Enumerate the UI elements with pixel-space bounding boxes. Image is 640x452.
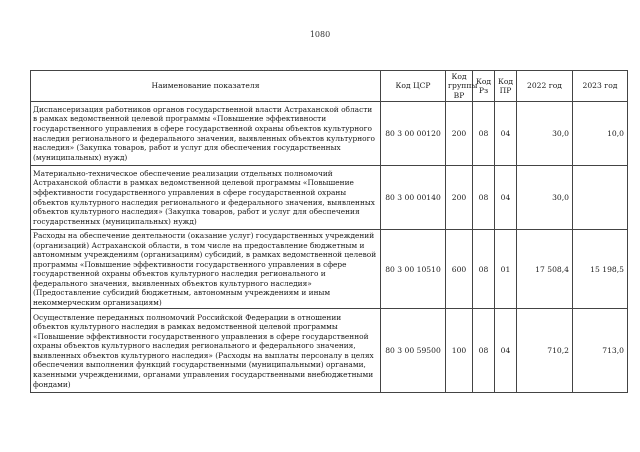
row-pr: 04	[495, 166, 517, 230]
header-csr: Код ЦСР	[381, 71, 446, 102]
header-2023: 2023 год	[573, 71, 628, 102]
table-row	[31, 230, 628, 309]
row-rz: 08	[473, 309, 495, 393]
table-row	[31, 102, 628, 166]
row-2022: 17 508,4	[517, 230, 573, 309]
row-2022: 30,0	[517, 166, 573, 230]
header-pr: Код ПР	[495, 71, 517, 102]
header-vr: Код группы ВР	[446, 71, 473, 102]
row-csr: 80 3 00 00120	[381, 102, 446, 166]
row-rz: 08	[473, 230, 495, 309]
row-vr: 200	[446, 102, 473, 166]
page-number: 1080	[309, 30, 331, 39]
table-row	[31, 309, 628, 393]
row-vr: 600	[446, 230, 473, 309]
row-vr: 100	[446, 309, 473, 393]
header-rz: Код Рз	[473, 71, 495, 102]
row-2023	[573, 166, 628, 230]
row-rz: 08	[473, 102, 495, 166]
header-name: Наименование показателя	[31, 71, 381, 102]
row-2023: 10,0	[573, 102, 628, 166]
row-csr: 80 3 00 00140	[381, 166, 446, 230]
row-2022: 710,2	[517, 309, 573, 393]
row-pr: 04	[495, 309, 517, 393]
row-vr: 200	[446, 166, 473, 230]
row-rz: 08	[473, 166, 495, 230]
row-name: Расходы на обеспечение деятельности (оказание услуг) государственных учреждений (организаций) Астраханской области, в том числе на предоставление бюджетным и автономным учреждениям (организациям) субсидий, в рамках ведомственной целевой программы «Повышение эффективности государственного управления в сфере государственной охраны объектов культурного наследия регионального и федерального значения, выявленных объектов культурного наследия» (Предоставление субсидий бюджетным, автономным учреждениям и иным некоммерческим организациям)	[31, 230, 381, 309]
table-row	[31, 166, 628, 230]
row-2023: 713,0	[573, 309, 628, 393]
table-header-row	[31, 71, 628, 102]
header-2022: 2022 год	[517, 71, 573, 102]
row-name: Диспансеризация работников органов государственной власти Астраханской области в рамках ведомственной целевой программы «Повышение эффективности государственного управления в сфере государственной охраны объектов культурного наследия регионального и федерального значения, выявленных объектов культурного наследия» (Закупка товаров, работ и услуг для обеспечения государственных (муниципальных) нужд)	[31, 102, 381, 166]
row-2023: 15 198,5	[573, 230, 628, 309]
row-2022: 30,0	[517, 102, 573, 166]
budget-table	[30, 70, 628, 393]
row-csr: 80 3 00 10510	[381, 230, 446, 309]
row-name: Осуществление переданных полномочий Российской Федерации в отношении объектов культурного наследия в рамках ведомственной целевой программы «Повышение эффективности государственного управления в сфере государственной охраны объектов культурного наследия регионального и федерального значения, выявленных объектов культурного наследия» (Расходы на выплаты персоналу в целях обеспечения выполнения функций государственными (муниципальными) органами, казенными учреждениями, органами управления государственными внебюджетными фондами)	[31, 309, 381, 393]
row-csr: 80 3 00 59500	[381, 309, 446, 393]
row-pr: 01	[495, 230, 517, 309]
row-name: Материально-техническое обеспечение реализации отдельных полномочий Астраханской области в рамках ведомственной целевой программы «Повышение эффективности государственного управления в сфере государственной охраны объектов культурного наследия регионального и федерального значения, выявленных объектов культурного наследия» (Закупка товаров, работ и услуг для обеспечения государственных (муниципальных) нужд)	[31, 166, 381, 230]
row-pr: 04	[495, 102, 517, 166]
